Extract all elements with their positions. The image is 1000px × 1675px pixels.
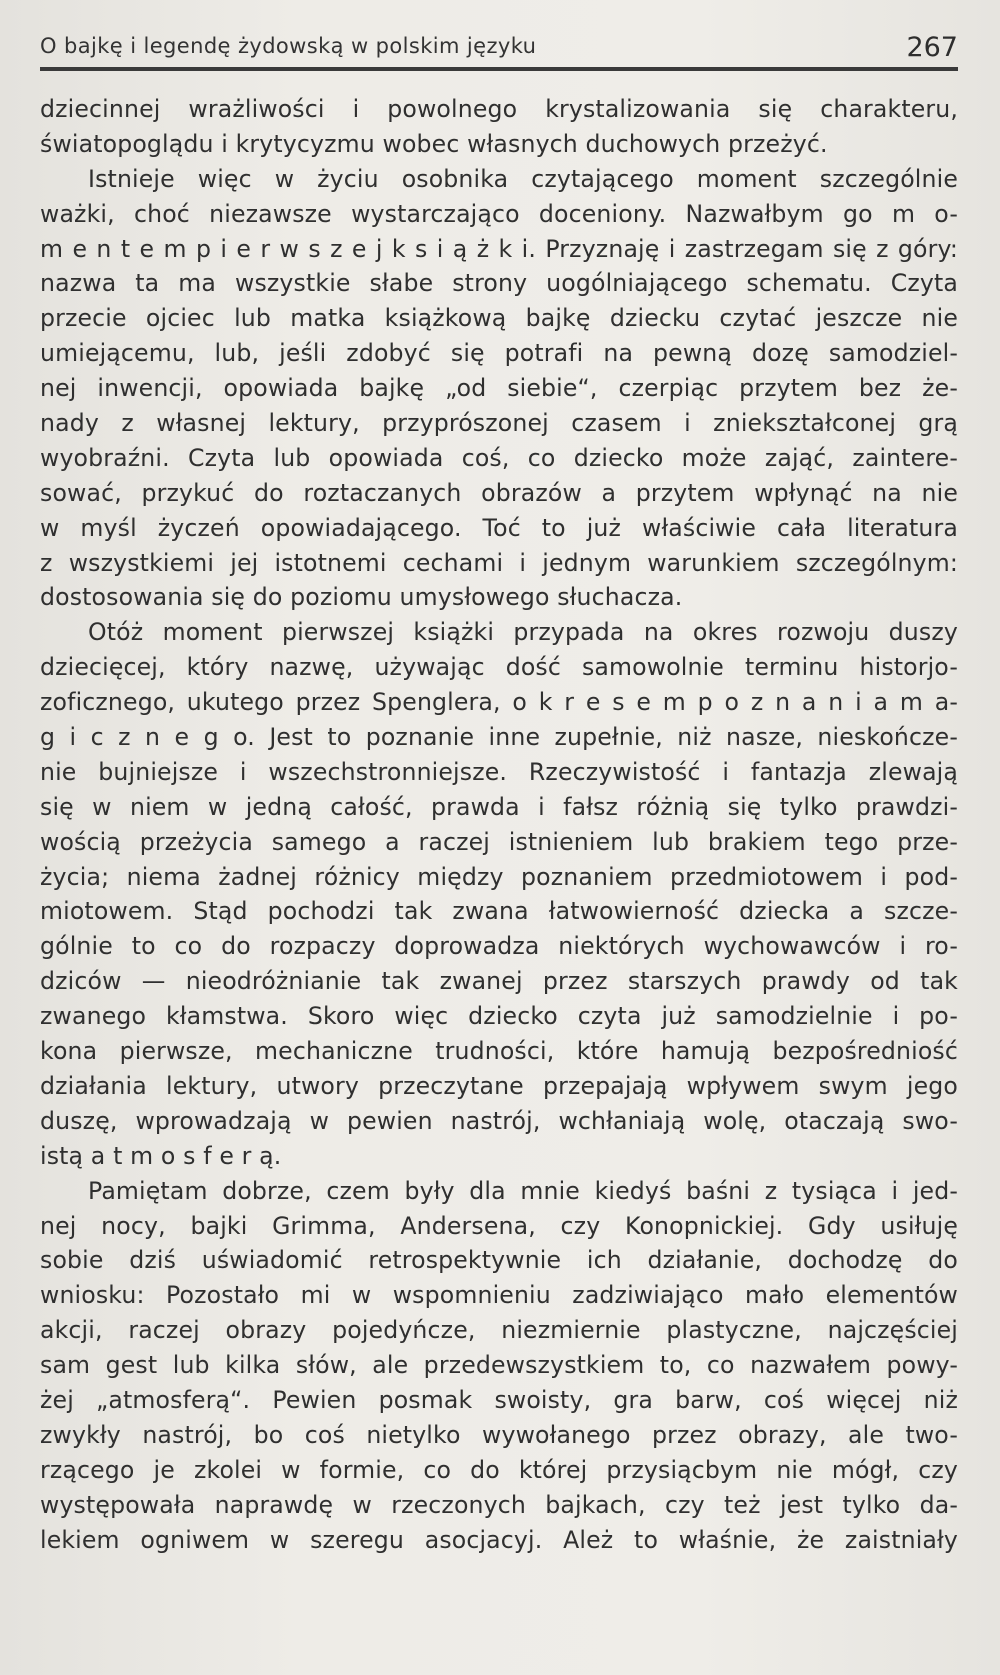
text-line: duszę, wprowadzają w pewien nastrój, wchłaniają wolę, otaczają swo- bbox=[40, 1106, 958, 1135]
text-line: z wszystkiemi jej istotnemi cechami i jednym warunkiem szczególnym: bbox=[40, 548, 958, 577]
text-line: miotowem. Stąd pochodzi tak zwana łatwowierność dziecka a szcze- bbox=[40, 897, 958, 926]
text-line: g i c z n e g o. Jest to poznanie inne zupełnie, niż nasze, nieskończe- bbox=[40, 723, 958, 752]
text-line: lekiem ogniwem w szeregu asocjacyj. Ależ to właśnie, że zaistniały bbox=[40, 1525, 958, 1554]
text-line: wyobraźni. Czyta lub opowiada coś, co dziecko może zająć, zaintere- bbox=[40, 443, 958, 472]
text-line: dziecinnej wrażliwości i powolnego krystalizowania się charakteru, bbox=[40, 95, 958, 123]
text-line: dziców — nieodróżnianie tak zwanej przez starszych prawdy od tak bbox=[40, 967, 958, 996]
text-line: istą a t m o s f e r ą. bbox=[40, 1141, 282, 1170]
text-line: Otóż moment pierwszej książki przypada na okres rozwoju duszy bbox=[88, 618, 958, 647]
text-line: występowała naprawdę w rzeczonych bajkach, czy też jest tylko da- bbox=[40, 1490, 958, 1519]
text-line: sować, przykuć do roztaczanych obrazów a przytem wpłynąć na nie bbox=[40, 478, 958, 507]
text-line: zwanego kłamstwa. Skoro więc dziecko czyta już samodzielnie i po- bbox=[40, 1002, 958, 1031]
text-line: wniosku: Pozostało mi w wspomnieniu zadziwiająco mało elementów bbox=[40, 1281, 958, 1310]
text-line: Istnieje więc w życiu osobnika czytającego moment szczególnie bbox=[88, 164, 958, 193]
text-line: dziecięcej, który nazwę, używając dość samowolnie terminu historjo- bbox=[40, 653, 958, 682]
text-line: życia; niema żadnej różnicy między poznaniem przedmiotowem i pod- bbox=[40, 862, 958, 891]
text-line: sam gest lub kilka słów, ale przedewszystkiem to, co nazwałem powy- bbox=[40, 1351, 958, 1380]
header-rule bbox=[40, 67, 958, 71]
text-line: żej „atmosferą“. Pewien posmak swoisty, gra barw, coś więcej niż bbox=[40, 1385, 958, 1414]
text-line: nej inwencji, opowiada bajkę „od siebie“, czerpiąc przytem bez że- bbox=[40, 374, 958, 403]
text-line: wością przeżycia samego a raczej istnieniem lub brakiem tego prze- bbox=[40, 827, 958, 856]
text-line: dostosowania się do poziomu umysłowego słuchacza. bbox=[40, 583, 683, 612]
text-line: Pamiętam dobrze, czem były dla mnie kiedyś baśni z tysiąca i jed- bbox=[88, 1176, 958, 1205]
text-line: kona pierwsze, mechaniczne trudności, które hamują bezpośredniość bbox=[40, 1037, 958, 1066]
text-line: zwykły nastrój, bo coś nietylko wywołanego przez obrazy, ale two- bbox=[40, 1420, 958, 1449]
text-line: światopoglądu i krytycyzmu wobec własnych duchowych przeżyć. bbox=[40, 129, 828, 158]
text-line: akcji, raczej obrazy pojedyńcze, niezmiernie plastyczne, najczęściej bbox=[40, 1316, 958, 1345]
text-line: się w niem w jedną całość, prawda i fałsz różnią się tylko prawdzi- bbox=[40, 792, 958, 821]
text-line: przecie ojciec lub matka książkową bajkę dziecku czytać jeszcze nie bbox=[40, 304, 958, 333]
text-line: nie bujniejsze i wszechstronniejsze. Rzeczywistość i fantazja zlewają bbox=[40, 757, 958, 786]
text-line: gólnie to co do rozpaczy doprowadza niektórych wychowawców i ro- bbox=[40, 932, 958, 961]
text-line: zoficznego, ukutego przez Spenglera, o k r e s e m p o z n a n i a m a- bbox=[40, 688, 958, 717]
text-line: w myśl życzeń opowiadającego. Toć to już właściwie cała literatura bbox=[40, 513, 958, 542]
text-line: rzącego je zkolei w formie, co do której przysiącbym nie mógł, czy bbox=[40, 1455, 958, 1484]
text-line: nazwa ta ma wszystkie słabe strony uogólniającego schematu. Czyta bbox=[40, 269, 958, 298]
page-number: 267 bbox=[906, 32, 958, 63]
running-title: O bajkę i legendę żydowską w polskim języku bbox=[40, 34, 537, 58]
text-line: działania lektury, utwory przeczytane przepajają wpływem swym jego bbox=[40, 1071, 958, 1100]
text-line: umiejącemu, lub, jeśli zdobyć się potrafi na pewną dozę samodziel- bbox=[40, 339, 958, 368]
text-line: ważki, choć niezawsze wystarczająco doceniony. Nazwałbym go m o- bbox=[40, 199, 958, 228]
text-line: nady z własnej lektury, przyprószonej czasem i zniekształconej grą bbox=[40, 409, 958, 438]
body-text bbox=[40, 92, 958, 1557]
text-line: nej nocy, bajki Grimma, Andersena, czy Konopnickiej. Gdy usiłuję bbox=[40, 1211, 958, 1240]
text-line: sobie dziś uświadomić retrospektywnie ich działanie, dochodzę do bbox=[40, 1246, 958, 1275]
text-line: m e n t e m p i e r w s z e j k s i ą ż k i. Przyznaję i zastrzegam się z góry: bbox=[40, 234, 958, 263]
